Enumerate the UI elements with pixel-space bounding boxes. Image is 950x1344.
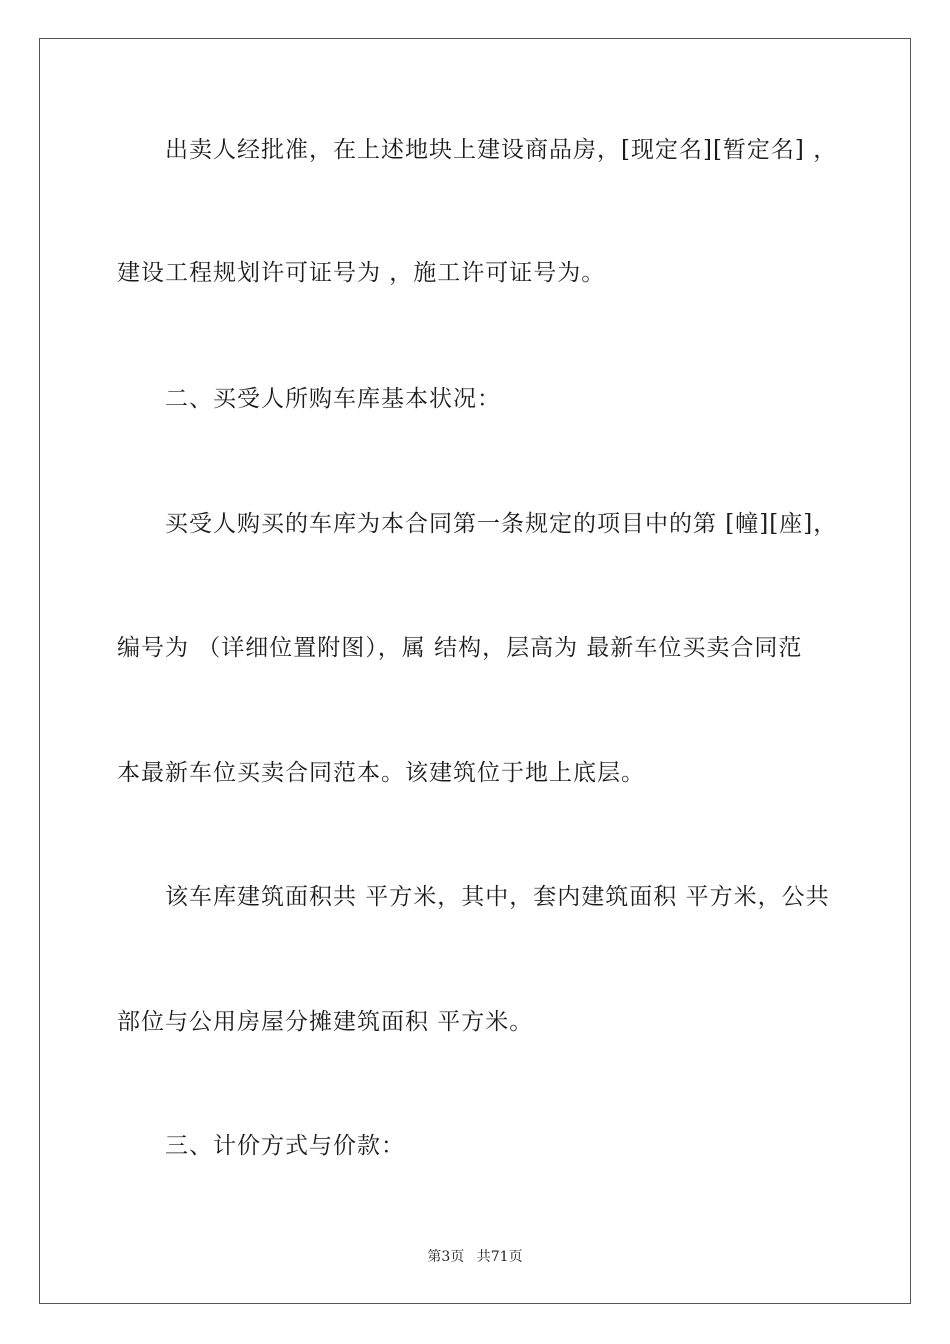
section-heading-3: 三、计价方式与价款： xyxy=(165,1133,405,1159)
paragraph-line-4: 编号为 （详细位置附图），属 结构，层高为 最新车位买卖合同范 xyxy=(117,635,803,661)
page-border xyxy=(39,38,911,1304)
total-pages: 共71页 xyxy=(476,1249,523,1265)
paragraph-line-7: 部位与公用房屋分摊建筑面积 平方米。 xyxy=(117,1009,534,1035)
paragraph-line-5: 本最新车位买卖合同范本。该建筑位于地上底层。 xyxy=(117,760,645,786)
section-heading-2: 二、买受人所购车库基本状况： xyxy=(165,386,501,412)
paragraph-line-1: 出卖人经批准，在上述地块上建设商品房，[现定名][暂定名] ， xyxy=(165,137,838,163)
paragraph-line-2: 建设工程规划许可证号为 ，施工许可证号为。 xyxy=(117,260,606,286)
paragraph-line-6: 该车库建筑面积共 平方米，其中，套内建筑面积 平方米，公共 xyxy=(165,884,830,910)
paragraph-line-3: 买受人购买的车库为本合同第一条规定的项目中的第 [幢][座]， xyxy=(165,511,838,537)
page-footer xyxy=(0,1246,950,1266)
page-number: 第3页 xyxy=(427,1249,465,1265)
